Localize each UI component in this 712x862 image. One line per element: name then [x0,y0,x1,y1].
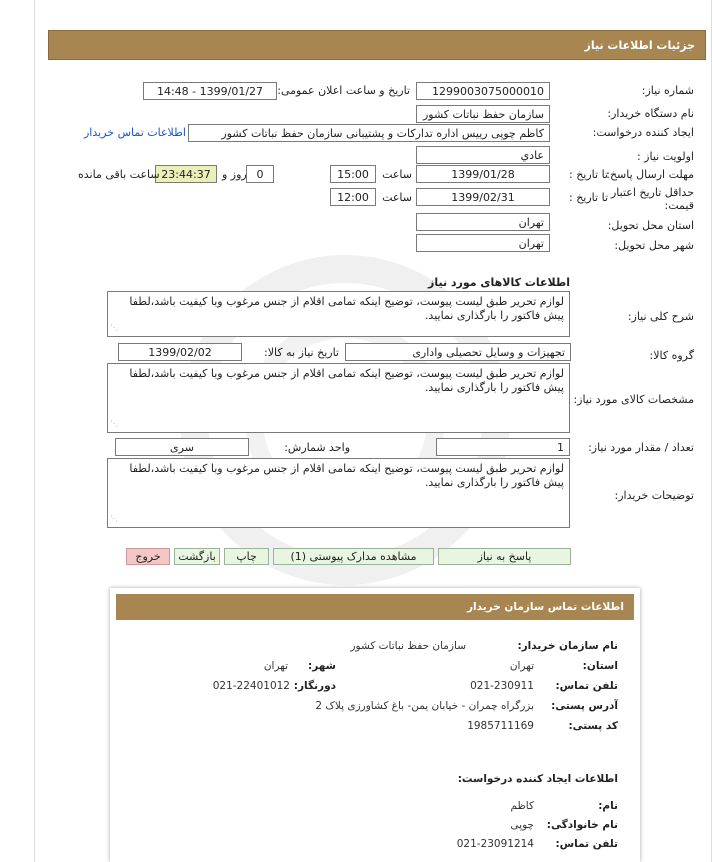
contact-province-label: استان: [582,660,618,672]
group-field: تجهیزات و وسایل تحصیلی واداری [345,343,571,361]
attachments-button[interactable]: مشاهده مدارک پیوستی (1) [273,548,434,565]
validity-to-label: تا تاریخ : [569,191,608,204]
summary-textarea [107,291,570,337]
creator-section-title: اطلاعات ایجاد کننده درخواست: [457,773,618,785]
creator-last-name-value: چوپی [510,819,534,831]
validity-time-label: ساعت [382,191,412,204]
unit-label: واحد شمارش: [284,441,350,454]
contact-postal-value: 1985711169 [467,720,534,732]
validity-date-field: 1399/02/31 [416,188,550,206]
deadline-time-field: 15:00 [330,165,376,183]
qty-label: تعداد / مقدار مورد نیاز: [588,441,694,454]
buyer-org-field: سازمان حفظ نباتات کشور [416,105,550,123]
resize-grip-icon: ⋰ [110,419,118,428]
contact-fax-value: 021-22401012 [212,680,290,692]
need-date-label: تاریخ نیاز به کالا: [264,346,339,359]
validity-label-text: حداقل تاریخ اعتبار قیمت: [610,186,694,212]
print-button[interactable]: چاپ [224,548,269,565]
deadline-label: مهلت ارسال پاسخ: [606,168,694,181]
page-title: جزئیات اطلاعات نیاز [584,39,695,52]
group-label: گروه کالا: [649,349,694,362]
remaining-time-field: 23:44:37 [155,165,217,183]
specs-textarea [107,363,570,433]
contact-fax-label: دورنگار: [293,680,336,692]
deadline-to-label: تا تاریخ : [569,168,608,181]
remaining-days-label: روز و [222,168,247,181]
back-button[interactable]: بازگشت [174,548,220,565]
province-field: تهران [416,213,550,231]
buyer-notes-textarea [107,458,570,528]
contact-card-title: اطلاعات تماس سازمان خریدار [467,601,624,613]
contact-card-header [116,594,634,620]
resize-grip-icon: ⋰ [110,323,118,332]
contact-address-value: بزرگراه چمران - خیابان یمن- باغ کشاورزی پلاک 2 [315,700,534,712]
announce-field: 1399/01/27 - 14:48 [143,82,277,100]
remaining-label: ساعت باقی مانده [78,168,160,181]
goods-section-title: اطلاعات کالاهای مورد نیاز [428,276,570,289]
announce-label: تاریخ و ساعت اعلان عمومی: [277,84,410,97]
validity-time-field: 12:00 [330,188,376,206]
validity-label [604,186,694,212]
deadline-time-label: ساعت [382,168,412,181]
summary-text: لوازم تحریر طبق لیست پیوست، توضیح اینکه تمامی اقلام از جنس مرغوب وبا کیفیت باشد،لطفا پیش فاکتور را بارگذاری نمایید. [129,295,564,322]
city-field: تهران [416,234,550,252]
need-number-field: 1299003075000010 [416,82,550,100]
respond-button[interactable]: پاسخ به نیاز [438,548,571,565]
creator-label: ایجاد کننده درخواست: [592,126,694,139]
remaining-days-field: 0 [246,165,274,183]
priority-label: اولویت نیاز : [636,150,694,163]
contact-city-value: تهران [263,660,288,672]
creator-first-name-label: نام: [598,800,618,812]
contact-org-value: سازمان حفظ نباتات کشور [350,640,466,652]
unit-field: سری [115,438,249,456]
creator-first-name-value: کاظم [510,800,534,812]
need-number-label: شماره نیاز: [641,84,694,97]
exit-button[interactable]: خروج [126,548,170,565]
buyer-notes-label: توضیحات خریدار: [614,489,694,502]
contact-postal-label: کد پستی: [568,720,618,732]
contact-phone-label: تلفن تماس: [555,680,618,692]
buyer-notes-text: لوازم تحریر طبق لیست پیوست، توضیح اینکه تمامی اقلام از جنس مرغوب وبا کیفیت باشد،لطفا پیش فاکتور را بارگذاری نمایید. [129,462,564,489]
contact-province-value: تهران [509,660,534,672]
creator-phone-label: تلفن تماس: [555,838,618,850]
need-date-field: 1399/02/02 [118,343,242,361]
contact-city-label: شهر: [308,660,336,672]
resize-grip-icon: ⋰ [110,514,118,523]
contact-phone-value: 021-230911 [470,680,534,692]
contact-org-label: نام سازمان خریدار: [517,640,618,652]
city-label: شهر محل تحویل: [614,239,694,252]
contact-address-label: آدرس پستی: [551,700,618,712]
buyer-org-label: نام دستگاه خریدار: [607,107,694,120]
specs-label: مشخصات کالای مورد نیاز: [573,393,694,406]
creator-phone-value: 021-23091214 [456,838,534,850]
specs-text: لوازم تحریر طبق لیست پیوست، توضیح اینکه تمامی اقلام از جنس مرغوب وبا کیفیت باشد،لطفا پیش فاکتور را بارگذاری نمایید. [129,367,564,394]
province-label: استان محل تحویل: [607,219,694,232]
summary-label: شرح کلی نیاز: [627,310,694,323]
deadline-date-field: 1399/01/28 [416,165,550,183]
priority-field: عادي [416,146,550,164]
creator-field: کاظم چوپی رییس اداره تدارکات و پشتیبانی سازمان حفظ نباتات کشور [188,124,550,142]
page-header [48,30,706,60]
contact-buyer-link[interactable]: اطلاعات تماس خریدار [84,126,186,139]
qty-field: 1 [436,438,570,456]
creator-last-name-label: نام خانوادگی: [546,819,618,831]
